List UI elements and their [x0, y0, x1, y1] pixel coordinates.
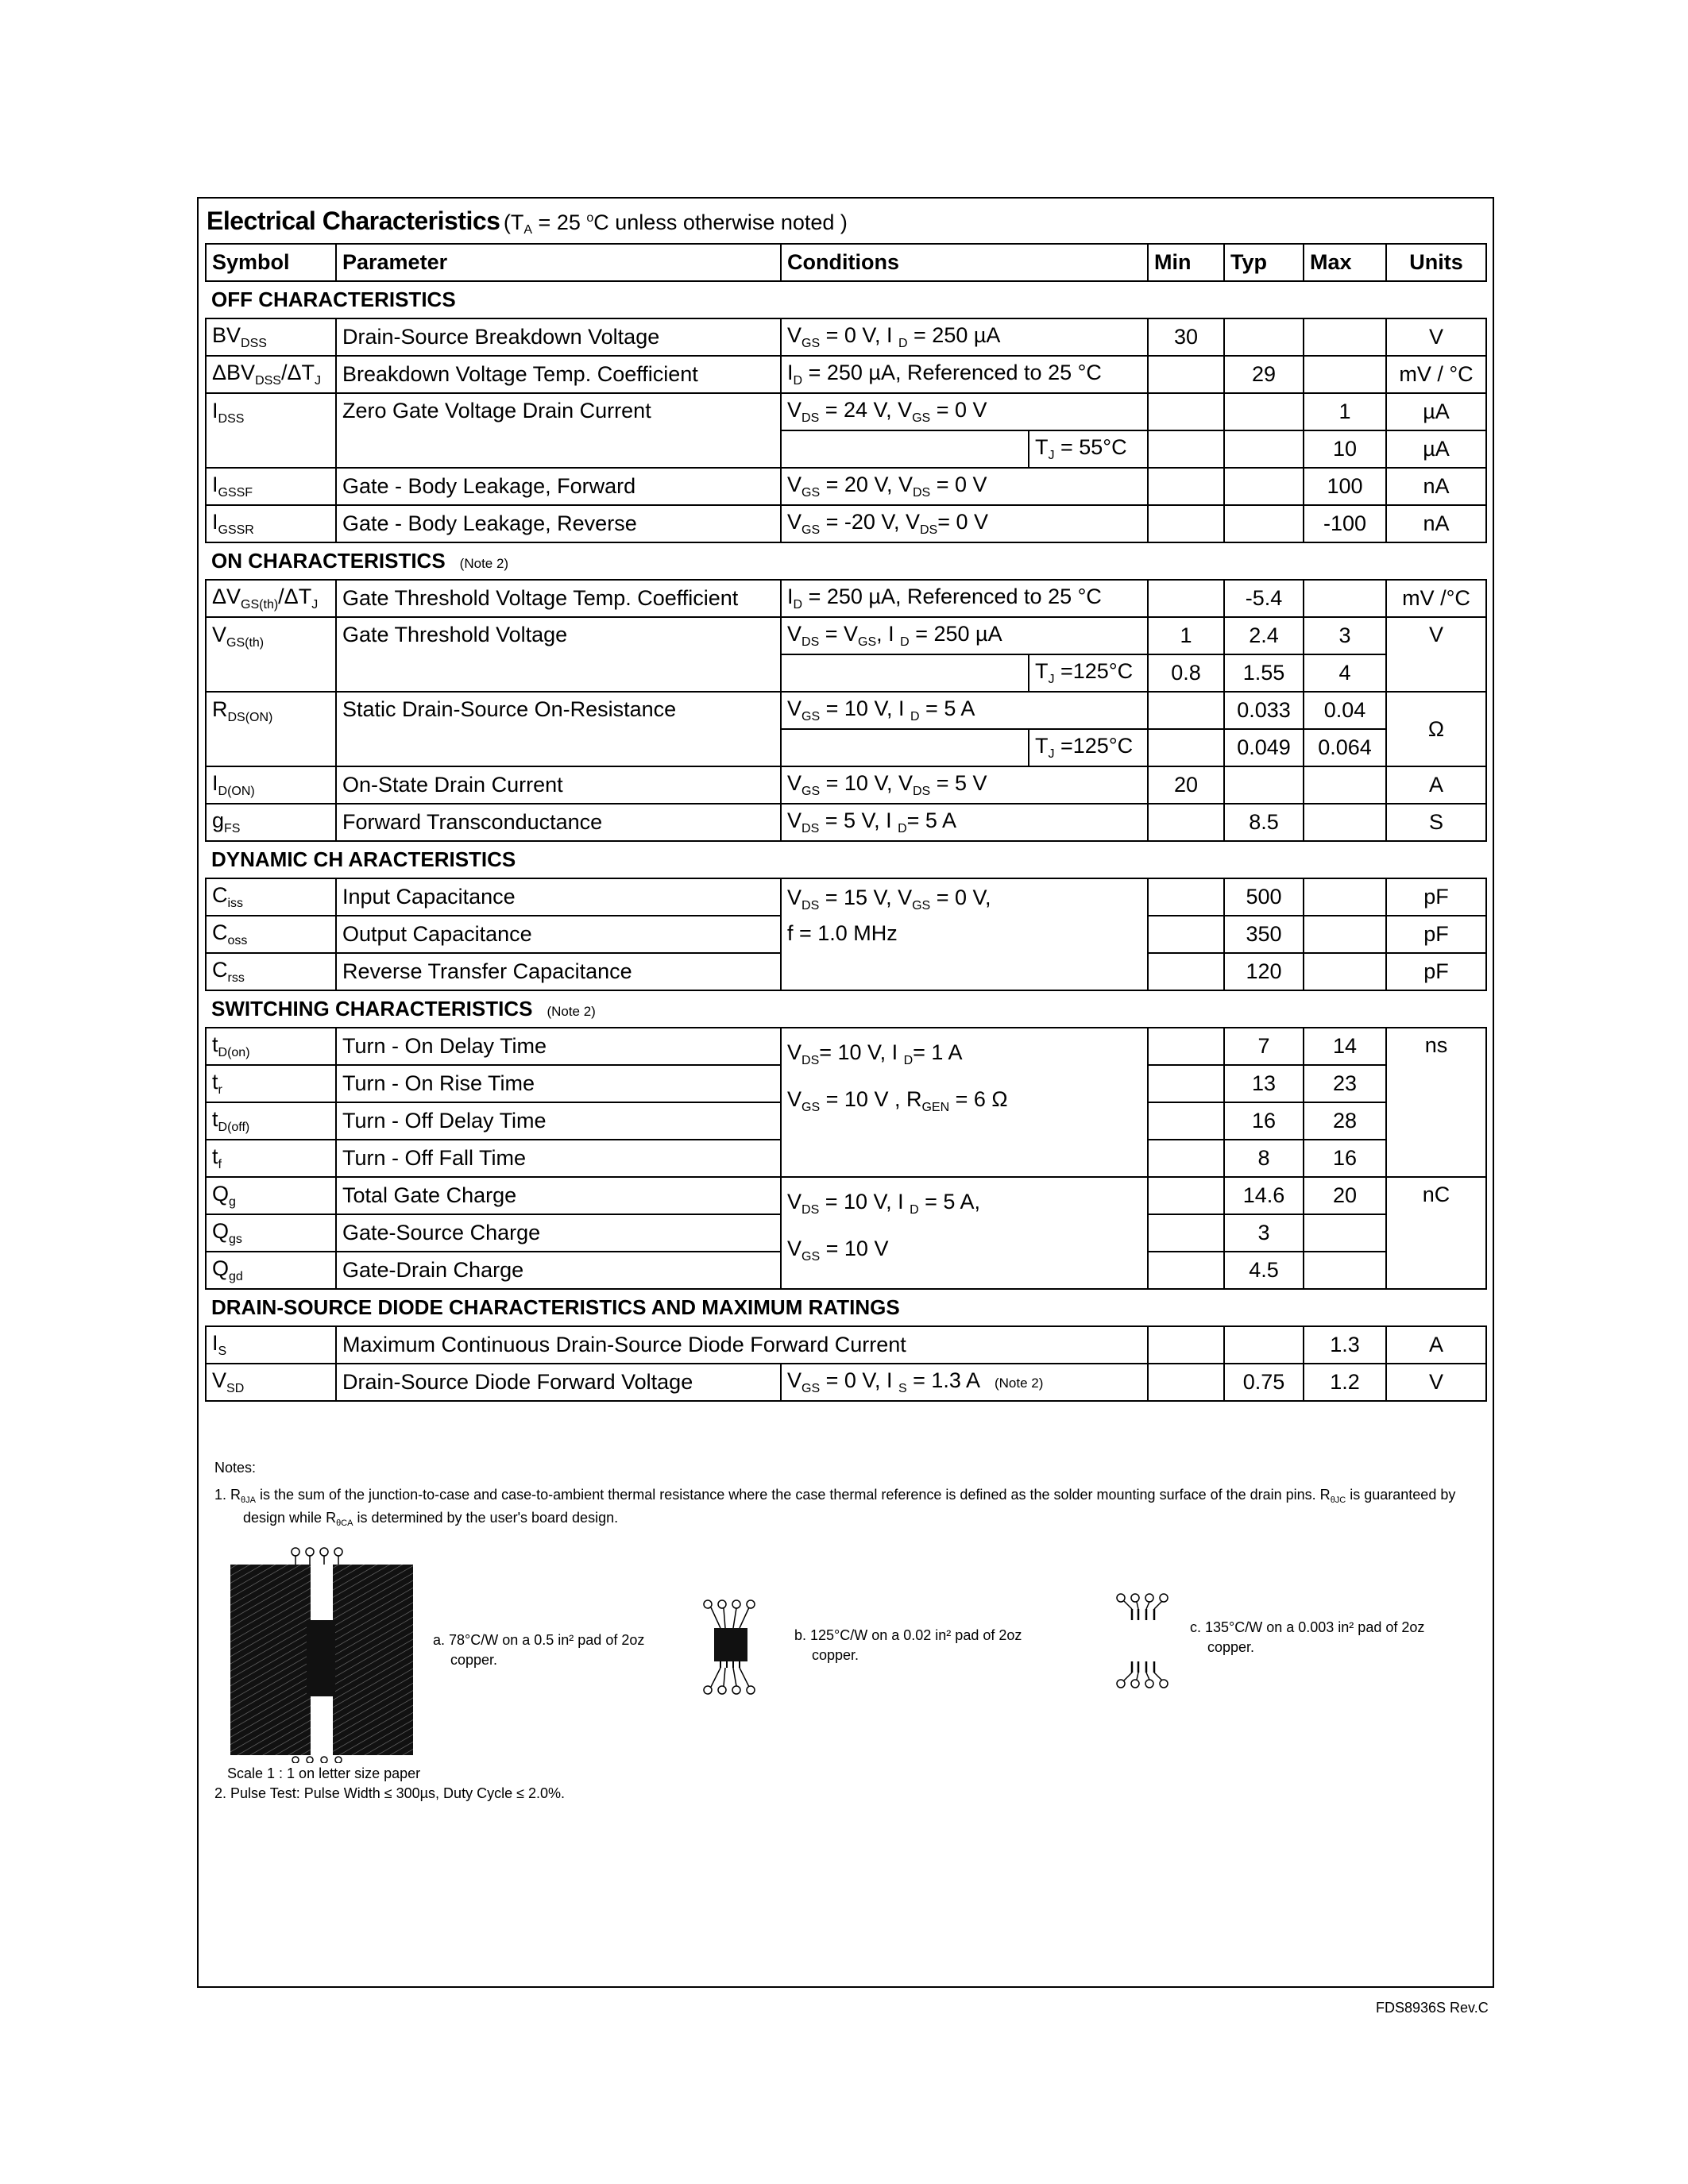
table-row	[206, 878, 1486, 916]
parameter-cell: Maximum Continuous Drain-Source Diode Forward Current	[336, 1326, 1148, 1364]
min-cell	[1148, 356, 1224, 393]
note-1-cont: design while $R_{\theta CA}$ is determined by the user's board design.	[243, 1509, 619, 1528]
min-cell	[1148, 1364, 1224, 1401]
typ-cell: 16	[1224, 1102, 1304, 1140]
parameter-cell: Static Drain-Source On-Resistance	[336, 692, 781, 766]
typ-cell: 8	[1224, 1140, 1304, 1177]
section-off: OFF CHARACTERISTICS	[206, 281, 1486, 318]
table-row	[206, 468, 1486, 505]
typ-cell: 350	[1224, 916, 1304, 953]
units-cell: pF	[1386, 878, 1486, 916]
conditions-cell	[781, 729, 1029, 766]
table-row	[206, 1028, 1486, 1065]
units-cell: S	[1386, 804, 1486, 841]
document-footer: FDS8936S Rev.C	[1376, 2000, 1489, 2016]
units-cell: A	[1386, 766, 1486, 804]
symbol-cell: $t_{D(off)}$	[206, 1102, 336, 1140]
units-cell: nC	[1386, 1177, 1486, 1289]
title-conditions: ($T_A = 25$ $^o$C unless otherwise noted )	[503, 210, 848, 237]
parameter-cell: Gate-Source Charge	[336, 1214, 781, 1252]
max-cell: 4	[1304, 654, 1386, 692]
typ-cell	[1224, 430, 1304, 468]
typ-cell	[1224, 318, 1304, 356]
min-cell	[1148, 729, 1224, 766]
typ-cell: 13	[1224, 1065, 1304, 1102]
parameter-cell: Zero Gate Voltage Drain Current	[336, 393, 781, 468]
header-units: Units	[1386, 244, 1486, 281]
header-max: Max	[1304, 244, 1386, 281]
symbol-cell: $C_{oss}$	[206, 916, 336, 953]
title-main: Electrical Characteristics	[207, 206, 500, 235]
pad-figure-c	[1108, 1590, 1180, 1693]
table-row	[206, 505, 1486, 542]
max-cell: 28	[1304, 1102, 1386, 1140]
section-switching: SWITCHING CHARACTERISTICS (Note 2)	[206, 990, 1486, 1028]
parameter-cell: Turn - Off Delay Time	[336, 1102, 781, 1140]
typ-cell: 2.4	[1224, 617, 1304, 654]
units-cell: ns	[1386, 1028, 1486, 1177]
symbol-cell: $V_{SD}$	[206, 1364, 336, 1401]
conditions-cell: $V_{GS} = 0$ V, I $_D$ = 250 µA	[781, 318, 1148, 356]
max-cell	[1304, 916, 1386, 953]
max-cell: 10	[1304, 430, 1386, 468]
typ-cell: 1.55	[1224, 654, 1304, 692]
section-dynamic: DYNAMIC CH ARACTERISTICS	[206, 841, 1486, 878]
symbol-cell: $I_{GSSR}$	[206, 505, 336, 542]
max-cell	[1304, 1214, 1386, 1252]
max-cell: 20	[1304, 1177, 1386, 1214]
typ-cell: 0.049	[1224, 729, 1304, 766]
parameter-cell: Turn - On Rise Time	[336, 1065, 781, 1102]
min-cell	[1148, 1140, 1224, 1177]
units-cell: µA	[1386, 430, 1486, 468]
conditions-cell: $V_{GS} = -20$ V, $V_{DS}= 0$ V	[781, 505, 1148, 542]
typ-cell: 0.75	[1224, 1364, 1304, 1401]
table-title	[207, 206, 848, 243]
symbol-cell: $Q_{gd}$	[206, 1252, 336, 1289]
max-cell: 100	[1304, 468, 1386, 505]
typ-cell: 7	[1224, 1028, 1304, 1065]
parameter-cell: Input Capacitance	[336, 878, 781, 916]
table-row	[206, 692, 1486, 729]
max-cell: 3	[1304, 617, 1386, 654]
min-cell	[1148, 804, 1224, 841]
units-cell: mV /°C	[1386, 580, 1486, 617]
symbol-cell: $Q_{gs}$	[206, 1214, 336, 1252]
typ-cell: 14.6	[1224, 1177, 1304, 1214]
units-cell: A	[1386, 1326, 1486, 1364]
min-cell	[1148, 1252, 1224, 1289]
conditions-cell: $V_{GS} = 10$ V, I $_D$ = 5 A	[781, 692, 1148, 729]
typ-cell: 3	[1224, 1214, 1304, 1252]
units-cell: nA	[1386, 468, 1486, 505]
table-row	[206, 804, 1486, 841]
typ-cell	[1224, 1326, 1304, 1364]
table-row	[206, 1177, 1486, 1214]
typ-cell	[1224, 393, 1304, 430]
min-cell	[1148, 393, 1224, 430]
parameter-cell: Gate-Drain Charge	[336, 1252, 781, 1289]
parameter-cell: Gate - Body Leakage, Reverse	[336, 505, 781, 542]
parameter-cell: Output Capacitance	[336, 916, 781, 953]
figure-a-caption: a. 78°C/W on a 0.5 in² pad of 2oz copper.	[433, 1632, 645, 1669]
symbol-cell: $Q_g$	[206, 1177, 336, 1214]
table-row	[206, 356, 1486, 393]
symbol-cell: $R_{DS(ON)}$	[206, 692, 336, 766]
conditions-cell	[781, 430, 1029, 468]
header-conditions: Conditions	[781, 244, 1148, 281]
conditions-cell: $V_{DS}= 10$ V, I $_D$= 1 A $V_{GS} = 10$ V , $R_{GEN} = 6$ Ω	[781, 1028, 1148, 1177]
header-symbol: Symbol	[206, 244, 336, 281]
max-cell: -100	[1304, 505, 1386, 542]
table-row	[206, 393, 1486, 430]
figure-b-caption: b. 125°C/W on a 0.02 in² pad of 2oz copper.	[794, 1627, 1022, 1664]
min-cell	[1148, 505, 1224, 542]
min-cell: 20	[1148, 766, 1224, 804]
tj-cell: $T_J =125^\circ C$	[1029, 729, 1148, 766]
min-cell	[1148, 692, 1224, 729]
max-cell	[1304, 1252, 1386, 1289]
symbol-cell: $V_{GS(th)}$	[206, 617, 336, 692]
typ-cell	[1224, 766, 1304, 804]
max-cell: 0.064	[1304, 729, 1386, 766]
section-diode: DRAIN-SOURCE DIODE CHARACTERISTICS AND MAXIMUM RATINGS	[206, 1289, 1486, 1326]
conditions-cell: $V_{DS} = 24$ V, $V_{GS} = 0$ V	[781, 393, 1148, 430]
max-cell: 16	[1304, 1140, 1386, 1177]
header-parameter: Parameter	[336, 244, 781, 281]
conditions-cell: $V_{DS} = 10$ V, I $_D$ = 5 A, $V_{GS} = 10$ V	[781, 1177, 1148, 1289]
max-cell: 0.04	[1304, 692, 1386, 729]
parameter-cell: On-State Drain Current	[336, 766, 781, 804]
symbol-cell: $t_f$	[206, 1140, 336, 1177]
pad-figure-a	[227, 1541, 418, 1763]
typ-cell	[1224, 468, 1304, 505]
header-row	[206, 244, 1486, 281]
tj-cell: $T_J =125^\circ C$	[1029, 654, 1148, 692]
typ-cell	[1224, 505, 1304, 542]
min-cell	[1148, 878, 1224, 916]
parameter-cell: Gate Threshold Voltage Temp. Coefficient	[336, 580, 781, 617]
symbol-cell: $t_r$	[206, 1065, 336, 1102]
max-cell	[1304, 953, 1386, 990]
table-row	[206, 1364, 1486, 1401]
symbol-cell: $I_{D(ON)}$	[206, 766, 336, 804]
min-cell	[1148, 1214, 1224, 1252]
units-cell: pF	[1386, 953, 1486, 990]
conditions-cell: $V_{GS} = 0$ V, I $_S$ = 1.3 A (Note 2)	[781, 1364, 1148, 1401]
typ-cell: 120	[1224, 953, 1304, 990]
note-2: 2. Pulse Test: Pulse Width ≤ 300µs, Duty Cycle ≤ 2.0%.	[214, 1785, 565, 1801]
max-cell: 1.3	[1304, 1326, 1386, 1364]
min-cell: 0.8	[1148, 654, 1224, 692]
min-cell	[1148, 916, 1224, 953]
symbol-cell: $BV_{DSS}$	[206, 318, 336, 356]
parameter-cell: Forward Transconductance	[336, 804, 781, 841]
table-row	[206, 318, 1486, 356]
conditions-cell: $I_D = 250$ µA, Referenced to 25 °C	[781, 580, 1148, 617]
table-row	[206, 1326, 1486, 1364]
max-cell	[1304, 804, 1386, 841]
min-cell: 30	[1148, 318, 1224, 356]
max-cell	[1304, 318, 1386, 356]
min-cell	[1148, 430, 1224, 468]
min-cell	[1148, 1177, 1224, 1214]
units-cell: µA	[1386, 393, 1486, 430]
units-cell: V	[1386, 1364, 1486, 1401]
parameter-cell: Breakdown Voltage Temp. Coefficient	[336, 356, 781, 393]
header-min: Min	[1148, 244, 1224, 281]
header-typ: Typ	[1224, 244, 1304, 281]
symbol-cell: $\Delta V_{GS(th)}/\Delta T_J$	[206, 580, 336, 617]
conditions-cell: $V_{GS} = 20$ V, $V_{DS} = 0$ V	[781, 468, 1148, 505]
symbol-cell: $I_{DSS}$	[206, 393, 336, 468]
parameter-cell: Turn - Off Fall Time	[336, 1140, 781, 1177]
notes-heading: Notes:	[214, 1460, 257, 1476]
units-cell: Ω	[1386, 692, 1486, 766]
tj-cell: $T_J = 55^\circ C$	[1029, 430, 1148, 468]
table-row	[206, 766, 1486, 804]
typ-cell: 0.033	[1224, 692, 1304, 729]
symbol-cell: $I_S$	[206, 1326, 336, 1364]
min-cell	[1148, 1028, 1224, 1065]
max-cell: 23	[1304, 1065, 1386, 1102]
conditions-cell: $V_{DS} = V_{GS}$, I $_D$ = 250 µA	[781, 617, 1148, 654]
typ-cell: 29	[1224, 356, 1304, 393]
units-cell: V	[1386, 318, 1486, 356]
symbol-cell: $g_{FS}$	[206, 804, 336, 841]
max-cell	[1304, 878, 1386, 916]
units-cell: mV / °C	[1386, 356, 1486, 393]
min-cell	[1148, 1102, 1224, 1140]
typ-cell: -5.4	[1224, 580, 1304, 617]
max-cell: 14	[1304, 1028, 1386, 1065]
parameter-cell: Gate Threshold Voltage	[336, 617, 781, 692]
parameter-cell: Gate - Body Leakage, Forward	[336, 468, 781, 505]
max-cell	[1304, 356, 1386, 393]
typ-cell: 4.5	[1224, 1252, 1304, 1289]
conditions-cell: $I_D = 250$ µA, Referenced to 25 °C	[781, 356, 1148, 393]
electrical-characteristics-table	[205, 243, 1487, 1402]
parameter-cell: Drain-Source Breakdown Voltage	[336, 318, 781, 356]
units-cell: pF	[1386, 916, 1486, 953]
table-row	[206, 580, 1486, 617]
conditions-cell	[781, 654, 1029, 692]
table-row	[206, 617, 1486, 654]
note-1: 1. $R_{\theta JA}$ is the sum of the junction-to-case and case-to-ambient thermal resistance where the case thermal reference is defined as the solder mounting surface of the drain pins. $R_{\theta JC}$ is guaranteed by	[214, 1486, 1456, 1505]
conditions-cell: $V_{GS} = 10$ V, $V_{DS} = 5$ V	[781, 766, 1148, 804]
min-cell	[1148, 953, 1224, 990]
max-cell	[1304, 766, 1386, 804]
figure-c-caption: c. 135°C/W on a 0.003 in² pad of 2oz copper.	[1190, 1619, 1425, 1656]
parameter-cell: Reverse Transfer Capacitance	[336, 953, 781, 990]
pad-figure-b	[695, 1596, 767, 1700]
max-cell: 1	[1304, 393, 1386, 430]
max-cell: 1.2	[1304, 1364, 1386, 1401]
parameter-cell: Drain-Source Diode Forward Voltage	[336, 1364, 781, 1401]
symbol-cell: $C_{rss}$	[206, 953, 336, 990]
symbol-cell: $I_{GSSF}$	[206, 468, 336, 505]
min-cell	[1148, 468, 1224, 505]
max-cell	[1304, 580, 1386, 617]
conditions-cell: $V_{DS} = 15$ V, $V_{GS} = 0$ V, f = 1.0 MHz	[781, 878, 1148, 990]
min-cell	[1148, 1065, 1224, 1102]
symbol-cell: $C_{iss}$	[206, 878, 336, 916]
characteristics-frame	[197, 197, 1494, 1988]
units-cell: V	[1386, 617, 1486, 692]
parameter-cell: Total Gate Charge	[336, 1177, 781, 1214]
parameter-cell: Turn - On Delay Time	[336, 1028, 781, 1065]
min-cell: 1	[1148, 617, 1224, 654]
min-cell	[1148, 580, 1224, 617]
scale-note: Scale 1 : 1 on letter size paper	[227, 1765, 421, 1781]
typ-cell: 500	[1224, 878, 1304, 916]
min-cell	[1148, 1326, 1224, 1364]
units-cell: nA	[1386, 505, 1486, 542]
conditions-cell: $V_{DS} = 5$ V, I $_D$= 5 A	[781, 804, 1148, 841]
notes-block	[214, 1457, 1485, 1530]
section-on: ON CHARACTERISTICS (Note 2)	[206, 542, 1486, 580]
symbol-cell: $t_{D(on)}$	[206, 1028, 336, 1065]
typ-cell: 8.5	[1224, 804, 1304, 841]
symbol-cell: $\Delta BV_{DSS}/\Delta T_J$	[206, 356, 336, 393]
